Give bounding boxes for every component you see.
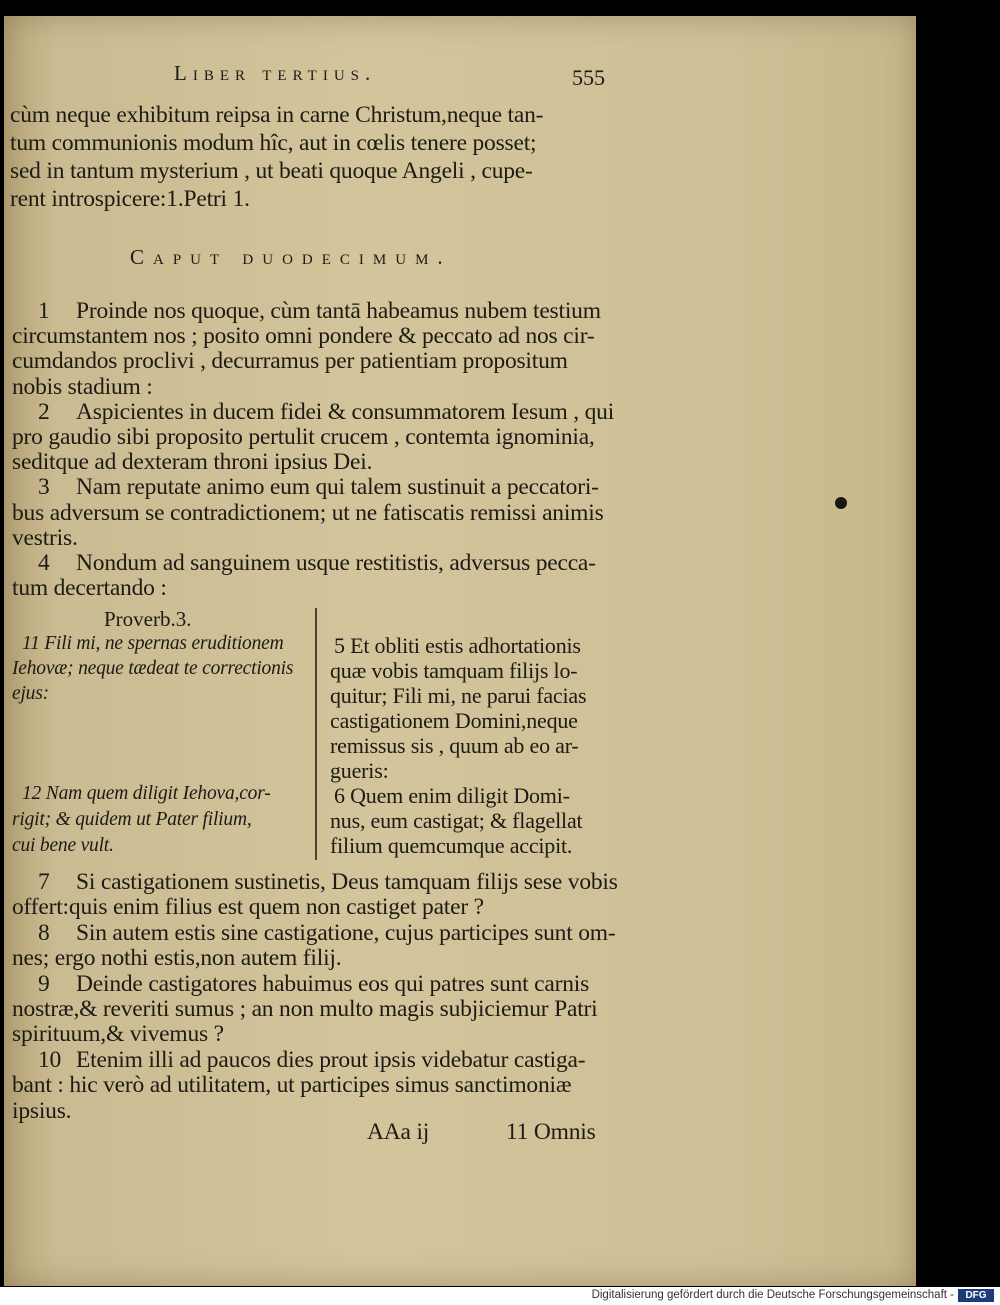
catchword: 11 Omnis (506, 1119, 596, 1145)
verse-line (38, 474, 599, 501)
verse-text: nobis stadium : (12, 373, 153, 400)
verse-text: ipsius. (12, 1097, 72, 1124)
book-page (4, 16, 916, 1286)
verse-line (12, 323, 595, 350)
verse-line (38, 920, 616, 947)
ink-spot (835, 497, 847, 509)
verse-text: tum decertando : (12, 575, 167, 602)
verse-line (38, 399, 614, 426)
verse-line (12, 1072, 571, 1099)
verse-text: circumstantem nos ; posito omni pondere & peccato ad nos cir- (12, 323, 595, 350)
verse-line (12, 500, 604, 527)
verse-line (12, 348, 568, 375)
verse-line (38, 1047, 585, 1074)
verse-number: 7 (38, 869, 50, 895)
parallel-left-heading: Proverb.3. (104, 607, 192, 631)
running-title: Liber tertius. (174, 61, 377, 85)
verse-line (12, 996, 598, 1023)
verse-text: Proinde nos quoque, cùm tantā habeamus nubem testium (76, 298, 601, 324)
funding-credit: Digitalisierung gefördert durch die Deutsche Forschungsgemeinschaft - (591, 1289, 954, 1301)
verse-text: Nondum ad sanguinem usque restitistis, adversus pecca- (76, 550, 596, 576)
verse-line (12, 894, 484, 921)
verse-text: Aspicientes in ducem fidei & consummatorem Iesum , qui (76, 398, 615, 425)
verse-text: cumdandos proclivi , decurramus per patientiam propositum (12, 348, 568, 375)
verse-line (12, 449, 372, 476)
parallel-left-line: ejus: (12, 683, 49, 704)
signature-mark: AAa ij (367, 1119, 430, 1145)
parallel-left-line: 12 Nam quem diligit Iehova,cor- (22, 783, 271, 804)
verse-line (12, 945, 341, 972)
column-divider (315, 608, 317, 860)
chapter-heading: Caput duodecimum. (130, 245, 452, 269)
verse-line (38, 869, 618, 896)
parallel-left-line: rigit; & quidem ut Pater filium, (12, 809, 252, 830)
verse-line (12, 374, 153, 401)
parallel-right-line: quitur; Fili mi, ne parui facias (330, 683, 587, 708)
verse-text: bus adversum se contradictionem; ut ne fatiscatis remissi animis (12, 499, 604, 526)
verse-number: 3 (38, 474, 50, 501)
verse-number: 2 (38, 398, 50, 425)
verse-text: Si castigationem sustinetis, Deus tamquam filijs sese vobis (76, 869, 618, 895)
parallel-right-line: gueris: (330, 758, 389, 783)
verse-text: spirituum,& vivemus ? (12, 1021, 224, 1048)
verse-text: nostræ,& reveriti sumus ; an non multo magis subjiciemur Patri (12, 996, 598, 1022)
parallel-right-line: remissus sis , quum ab eo ar- (330, 733, 579, 758)
verse-text: bant : hic verò ad utilitatem, ut participes simus sanctimoniæ (12, 1072, 572, 1099)
verse-line (38, 298, 601, 325)
footer-bar (0, 1287, 1000, 1305)
intro-line: rent introspicere:1.Petri 1. (10, 186, 250, 212)
verse-line (12, 1021, 224, 1048)
verse-number: 8 (38, 919, 50, 946)
verse-text: vestris. (12, 524, 78, 551)
verse-line (38, 971, 589, 998)
intro-line: sed in tantum mysterium , ut beati quoque Angeli , cupe- (10, 158, 533, 184)
verse-text: nes; ergo nothi estis,non autem filij. (12, 945, 342, 972)
parallel-right-line: filium quemcumque accipit. (330, 833, 573, 858)
verse-text: seditque ad dexteram throni ipsius Dei. (12, 449, 373, 476)
parallel-right-line: castigationem Domini,neque (330, 708, 578, 733)
parallel-left-line: 11 Fili mi, ne spernas eruditionem (22, 633, 284, 654)
verse-text: Etenim illi ad paucos dies prout ipsis videbatur castiga- (76, 1046, 586, 1073)
verse-text: Nam reputate animo eum qui talem sustinuit a peccatori- (76, 474, 599, 501)
intro-line: cùm neque exhibitum reipsa in carne Christum,neque tan- (10, 102, 544, 128)
verse-line (12, 525, 78, 552)
verse-line (38, 550, 596, 577)
parallel-right-line: 6 Quem enim diligit Domi- (334, 783, 570, 808)
verse-text: Deinde castigatores habuimus eos qui patres sunt carnis (76, 970, 590, 997)
verse-number: 10 (38, 1046, 62, 1073)
verse-number: 4 (38, 550, 50, 576)
parallel-right-line: 5 Et obliti estis adhortationis (334, 633, 581, 658)
page-number: 555 (572, 65, 605, 90)
parallel-right-line: nus, eum castigat; & flagellat (330, 808, 583, 833)
verse-number: 1 (38, 298, 50, 324)
verse-line (12, 424, 595, 451)
verse-text: pro gaudio sibi proposito pertulit crucem , contemta ignominia, (12, 424, 595, 450)
verse-text: offert:quis enim filius est quem non castiget pater ? (12, 894, 484, 921)
verse-number: 9 (38, 970, 50, 997)
intro-line: tum communionis modum hîc, aut in cœlis tenere posset; (10, 130, 537, 156)
parallel-left-line: Iehovæ; neque tædeat te correctionis (12, 658, 294, 679)
verse-line (12, 1098, 71, 1125)
dfg-logo: DFG (958, 1289, 994, 1302)
verse-line (12, 575, 167, 602)
parallel-right-line: quæ vobis tamquam filijs lo- (330, 658, 578, 683)
verse-text: Sin autem estis sine castigatione, cujus participes sunt om- (76, 919, 616, 946)
parallel-left-line: cui bene vult. (12, 835, 114, 856)
